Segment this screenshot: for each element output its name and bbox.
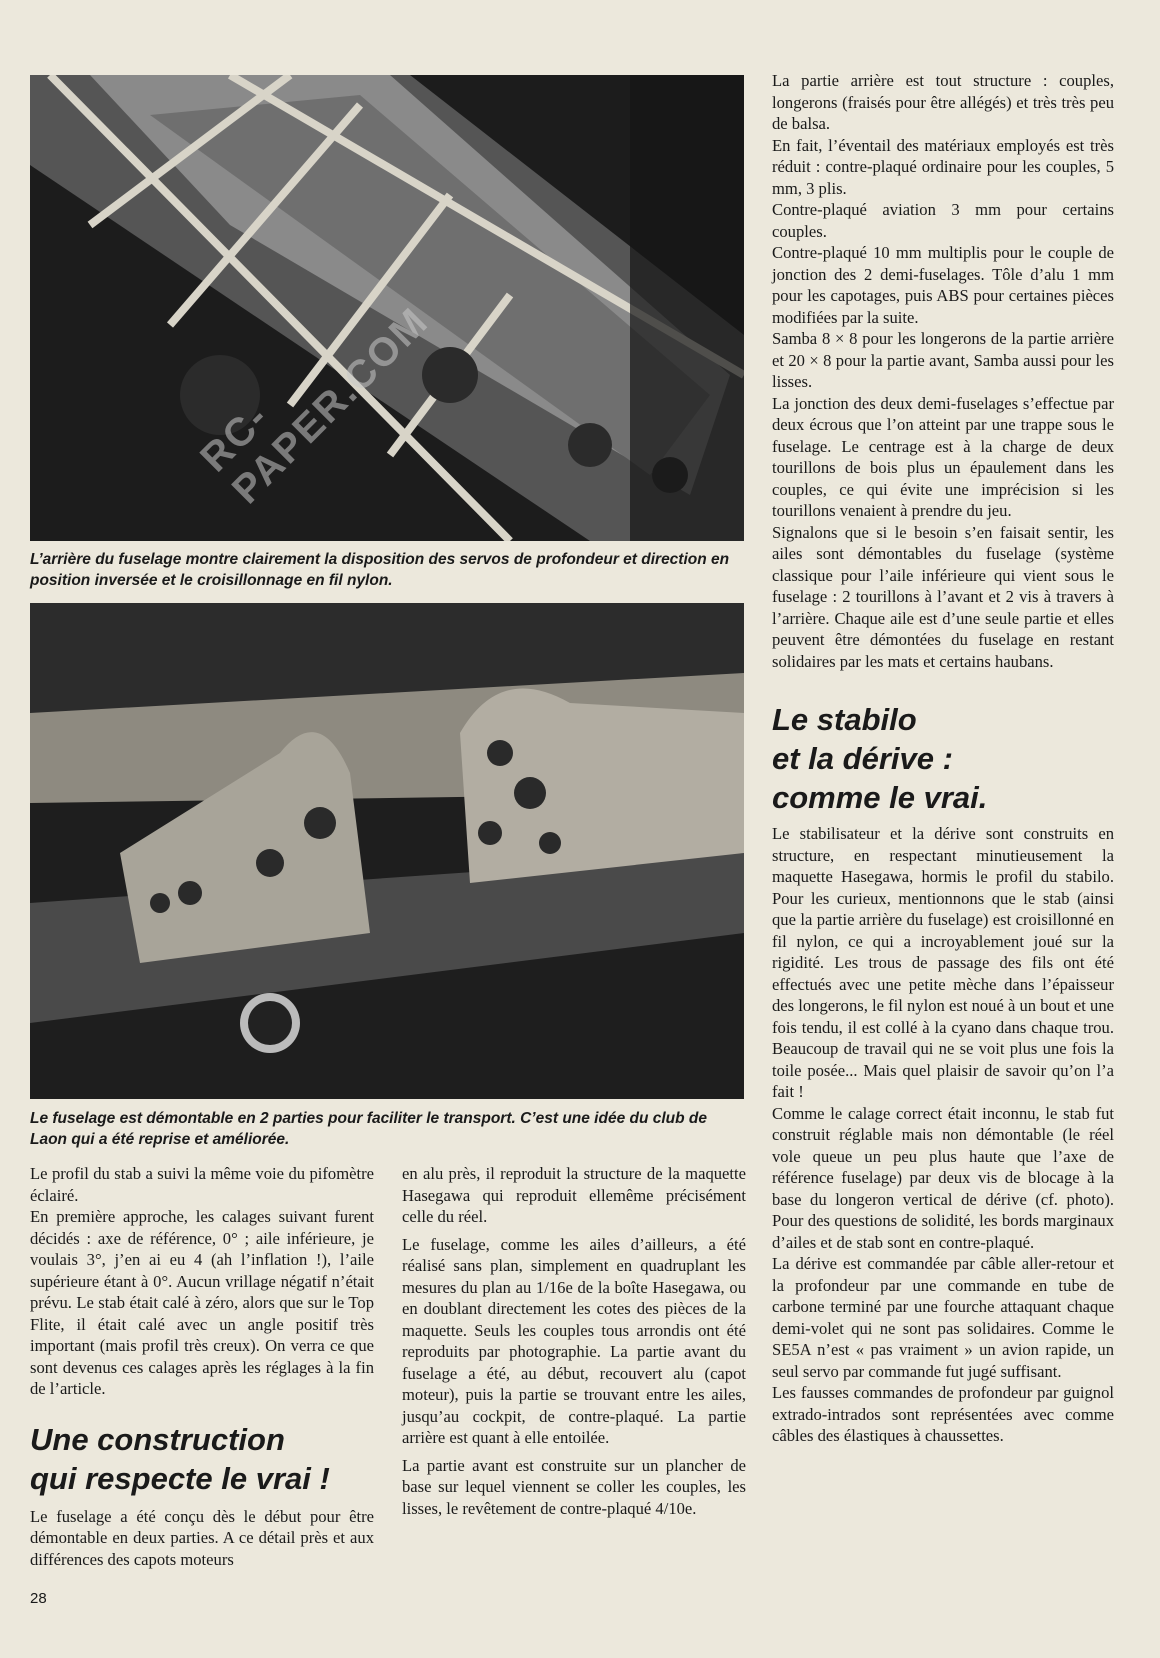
heading-line: Le stabilo (772, 702, 917, 737)
paragraph: Le fuselage a été conçu dès le début pour être démontable en deux parties. A ce détail près et aux différences des capots moteurs (30, 1506, 374, 1569)
photo-fuselage-halves (30, 603, 744, 1099)
paragraph: Signalons que si le besoin s’en faisait sentir, les ailes sont démontables du fuselage (système classique pour l’aile inférieure qui vient sous le fuselage : 2 tourillons à l’avant et 2 vis à travers à l’arrière. Chaque aile est d’une seule partie et elles peuvent être démontées du fuselage en restant solidaires par les mats et certains haubans. (772, 522, 1114, 671)
page-number: 28 (30, 1590, 47, 1607)
paragraph: En fait, l’éventail des matériaux employés est très réduit : contre-plaqué ordinaire pour les couples, 5 mm, 3 plis. (772, 135, 1114, 198)
paragraph: En première approche, les calages suivant furent décidés : axe de référence, 0° ; aile inférieure, je voulais 3°, j’en ai eu 4 (ah l’inflation !), l’aile supérieure étant à 0°. Aucun vrillage négatif n’était prévu. Le stab était calé à zéro, alors que sur le Top Flite, il était calé avec un angle positif très important (mais profil très creux). On verra ce que sont devenus ces calages après les réglages à la fin de l’article. (30, 1207, 374, 1398)
right-column (772, 70, 1114, 1447)
heading-line: comme le vrai. (772, 780, 988, 815)
left-column (30, 1163, 374, 1570)
paragraph: Samba 8 × 8 pour les longerons de la partie arrière et 20 × 8 pour la partie avant, Samba aussi pour les lisses. (772, 329, 1114, 391)
heading-stabilo (772, 700, 1114, 817)
paragraph: en alu près, il reproduit la structure de la maquette Hasegawa qui reproduit ellemême précisément celle du réel. (402, 1164, 746, 1226)
photo1-caption: L’arrière du fuselage montre clairement la disposition des servos de profondeur et direction en position inversée et le croisillonnage en fil nylon. (30, 551, 730, 589)
paragraph: Contre-plaqué aviation 3 mm pour certains couples. (772, 200, 1114, 241)
paragraph: La dérive est commandée par câble aller-retour et la profondeur par une commande en tube de carbone terminé par une fourche attaquant chaque demi-volet qui ne sont pas solidaires. Comme le SE5A n’est « pas vraiment » un avion rapide, un seul servo par commande fut jugé suffisant. (772, 1254, 1114, 1381)
paragraph: Le stabilisateur et la dérive sont construits en structure, en respectant minutieusement la maquette Hasegawa, hormis le profil du stabilo. Pour les curieux, mentionnons que le stab (ainsi que la partie arrière du fuselage) est croisillonné en fil nylon, ce qui a incroyablement joué sur la rigidité. Les trous de passage des fils ont été effectués avec une petite mèche dans l’épaisseur des longerons, le fil nylon est noué à un bout et une fois tendu, il est collé à la cyano dans chaque trou. Beaucoup de travail qui ne se voit plus une fois la toile posée... Mais quel plaisir de savoir qu’on l’a fait ! (772, 824, 1114, 1101)
middle-column (402, 1163, 746, 1519)
paragraph: Les fausses commandes de profondeur par guignol extrado-intrados sont représentées avec comme câbles des élastiques à chaussettes. (772, 1383, 1114, 1445)
photo2-caption: Le fuselage est démontable en 2 parties pour faciliter le transport. C’est une idée du club de Laon qui a été reprise et améliorée. (30, 1110, 707, 1148)
paragraph: La jonction des deux demi-fuselages s’effectue par deux écrous que l’on atteint par une trappe sous le fuselage. Le centrage est à la charge de deux tourillons de bois plus un épaulement dans les couples, ce qui évite une imprécision si les tourillons venaient à prendre du jeu. (772, 393, 1114, 520)
heading-line: Une construction (30, 1421, 285, 1457)
heading-line: et la dérive : (772, 741, 953, 776)
paragraph: Comme le calage correct était inconnu, le stab fut construit réglable mais non démontable (le réel vole queue un peu plus haute que l’axe de référence fuselage) par deux vis de blocage à la base du longeron vertical de dérive (cf. photo). Pour des questions de solidité, les bords marginaux d’ailes et de stab sont en contre-plaqué. (772, 1103, 1114, 1252)
paragraph: Le fuselage, comme les ailes d’ailleurs, a été réalisé sans plan, simplement en quadruplant les mesures du plan au 1/16e de la boîte Hasegawa, ou en doublant directement les cotes des pièces de la maquette. Seuls les couples tous arrondis ont été reproduits par photographie. La partie avant du fuselage a été, au début, recouvert alu (capot moteur), puis la partie se trouvant entre les ailes, jusqu’au cockpit, de contre-plaqué. La partie arrière est quant à elle entoilée. (402, 1234, 746, 1447)
photo-fuselage-rear (30, 75, 744, 541)
paragraph: Contre-plaqué 10 mm multiplis pour le couple de jonction des 2 demi-fuselages. Tôle d’alu 1 mm pour les capotages, puis ABS pour certaines pièces modifiées par la suite. (772, 243, 1114, 327)
paragraph: Le profil du stab a suivi la même voie du pifomètre éclairé. (30, 1164, 374, 1205)
heading-line: qui respecte le vrai ! (30, 1460, 330, 1496)
watermark: RC-PAPER.COM (192, 299, 437, 513)
paragraph: La partie avant est construite sur un plancher de base sur lequel viennent se coller les couples, les lisses, le revêtement de contre-plaqué 4/10e. (402, 1455, 746, 1518)
paragraph: La partie arrière est tout structure : couples, longerons (fraisés pour être allégés) et très très peu de balsa. (772, 71, 1114, 133)
heading-construction (30, 1420, 374, 1498)
